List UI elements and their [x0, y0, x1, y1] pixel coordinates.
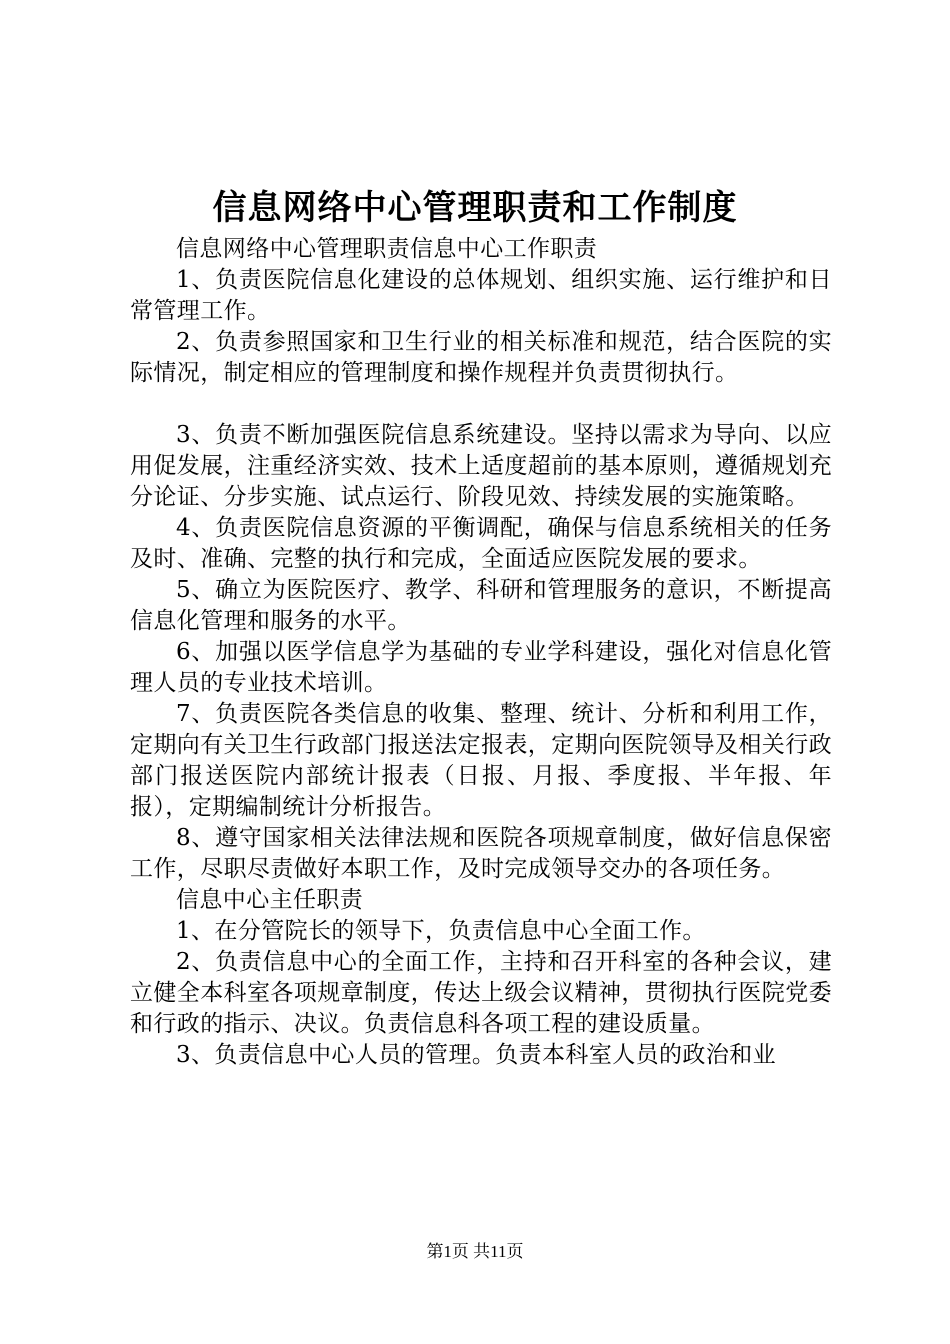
page-footer: 第1页 共11页	[426, 1242, 524, 1261]
paragraph-duty-1: 1、负责医院信息化建设的总体规划、组织实施、运行维护和日常管理工作。	[130, 267, 832, 324]
paragraph-director-3: 3、负责信息中心人员的管理。负责本科室人员的政治和业	[176, 1042, 777, 1068]
document-body	[130, 234, 832, 1071]
paragraph-duty-3: 3、负责不断加强医院信息系统建设。坚持以需求为导向、以应用促发展，注重经济实效、技术上适度超前的基本原则，遵循规划充分论证、分步实施、试点运行、阶段见效、持续发展的实施策略。	[130, 422, 832, 510]
paragraph-duty-5: 5、确立为医院医疗、教学、科研和管理服务的意识，不断提高信息化管理和服务的水平。	[130, 577, 832, 634]
paragraph-duty-7: 7、负责医院各类信息的收集、整理、统计、分析和利用工作，定期向有关卫生行政部门报送法定报表，定期向医院领导及相关行政部门报送医院内部统计报表（日报、月报、季度报、半年报、年报），定期编制统计分析报告。	[130, 701, 832, 820]
paragraph-director-1: 1、在分管院长的领导下，负责信息中心全面工作。	[176, 918, 706, 944]
paragraph-director-2: 2、负责信息中心的全面工作，主持和召开科室的各种会议，建立健全本科室各项规章制度，传达上级会议精神，贯彻执行医院党委和行政的指示、决议。负责信息科各项工程的建设质量。	[130, 949, 832, 1037]
paragraph-duty-2: 2、负责参照国家和卫生行业的相关标准和规范，结合医院的实际情况，制定相应的管理制度和操作规程并负责贯彻执行。	[130, 329, 832, 386]
paragraph-duty-4: 4、负责医院信息资源的平衡调配，确保与信息系统相关的任务及时、准确、完整的执行和完成，全面适应医院发展的要求。	[130, 515, 832, 572]
paragraph-duty-8: 8、遵守国家相关法律法规和医院各项规章制度，做好信息保密工作，尽职尽责做好本职工作，及时完成领导交办的各项任务。	[130, 825, 832, 882]
section-heading-duties: 信息网络中心管理职责信息中心工作职责	[176, 236, 598, 262]
document-title: 信息网络中心管理职责和工作制度	[212, 188, 738, 228]
section-heading-director: 信息中心主任职责	[176, 887, 364, 913]
paragraph-duty-6: 6、加强以医学信息学为基础的专业学科建设，强化对信息化管理人员的专业技术培训。	[130, 639, 832, 696]
paragraph-spacer	[130, 389, 832, 420]
